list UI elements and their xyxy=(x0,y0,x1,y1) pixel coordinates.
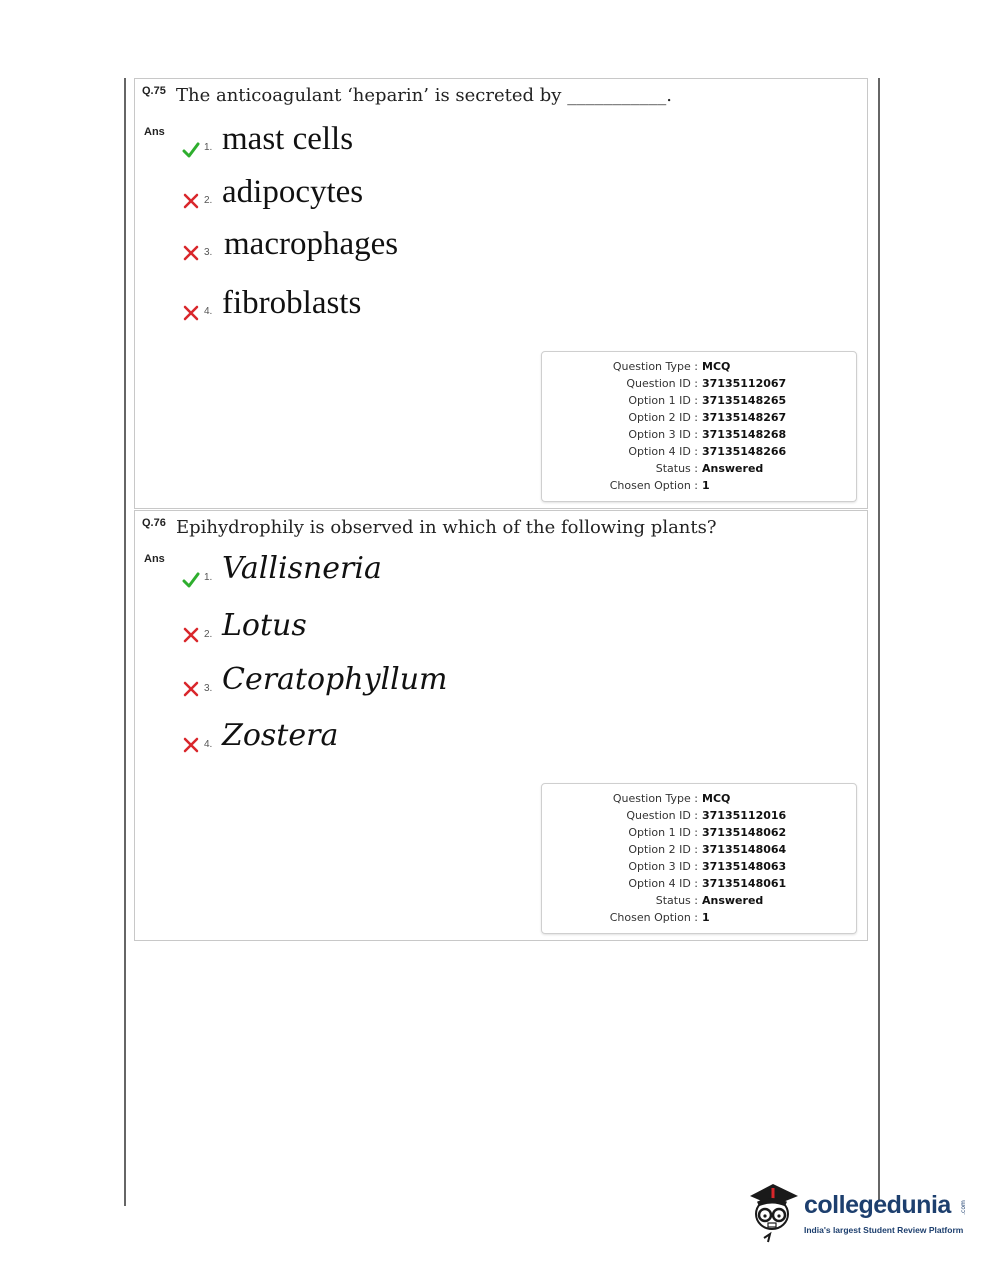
question-meta-box xyxy=(541,351,857,502)
page-border-left xyxy=(124,78,126,1206)
cross-icon xyxy=(182,680,200,698)
ans-label: Ans xyxy=(144,126,165,138)
meta-question-type: Question Type : MCQ xyxy=(612,360,731,373)
meta-option-2-id: Option 2 ID : 37135148064 xyxy=(628,843,787,856)
collegedunia-logo[interactable] xyxy=(742,1176,972,1246)
option-text: adipocytes xyxy=(222,174,364,210)
meta-status: Status : Answered xyxy=(655,894,764,907)
check-icon xyxy=(182,571,200,589)
option-number: 2. xyxy=(204,195,213,206)
meta-status: Status : Answered xyxy=(655,462,764,475)
question-number: Q.76 xyxy=(142,517,166,529)
option-number: 1. xyxy=(204,142,213,153)
meta-option-2-id: Option 2 ID : 37135148267 xyxy=(628,411,787,424)
meta-option-3-id: Option 3 ID : 37135148268 xyxy=(628,428,787,441)
question-number: Q.75 xyxy=(142,85,166,97)
cross-icon xyxy=(182,736,200,754)
option-number: 4. xyxy=(204,306,213,317)
meta-question-id: Question ID : 37135112067 xyxy=(626,377,787,390)
question-meta-box xyxy=(541,783,857,934)
meta-option-1-id: Option 1 ID : 37135148062 xyxy=(628,826,787,839)
mascot-icon xyxy=(742,1178,804,1244)
meta-option-1-id: Option 1 ID : 37135148265 xyxy=(628,394,787,407)
option-text: fibroblasts xyxy=(222,285,362,321)
meta-chosen-option: Chosen Option : 1 xyxy=(609,479,710,492)
question-block-75 xyxy=(134,78,868,509)
option-number: 3. xyxy=(204,247,213,258)
option-text: Zostera xyxy=(222,718,339,753)
question-block-76 xyxy=(134,510,868,941)
meta-question-type: Question Type : MCQ xyxy=(612,792,731,805)
logo-tagline: India's largest Student Review Platform xyxy=(804,1225,964,1235)
option-text: Lotus xyxy=(222,608,307,643)
option-number: 4. xyxy=(204,739,213,750)
option-number: 2. xyxy=(204,629,213,640)
meta-chosen-option: Chosen Option : 1 xyxy=(609,911,710,924)
meta-option-4-id: Option 4 ID : 37135148061 xyxy=(628,877,787,890)
option-text: macrophages xyxy=(224,226,399,262)
option-text: Ceratophyllum xyxy=(222,662,448,697)
page-border-right xyxy=(878,78,880,1200)
ans-label: Ans xyxy=(144,553,165,565)
check-icon xyxy=(182,141,200,159)
meta-option-3-id: Option 3 ID : 37135148063 xyxy=(628,860,787,873)
option-text: mast cells xyxy=(222,121,354,157)
question-text: Epihydrophily is observed in which of the following plants? xyxy=(176,517,717,538)
logo-suffix: .com xyxy=(959,1200,967,1215)
cross-icon xyxy=(182,304,200,322)
option-number: 1. xyxy=(204,572,213,583)
cross-icon xyxy=(182,244,200,262)
cross-icon xyxy=(182,192,200,210)
option-text: Vallisneria xyxy=(222,551,382,586)
cross-icon xyxy=(182,626,200,644)
option-number: 3. xyxy=(204,683,213,694)
meta-question-id: Question ID : 37135112016 xyxy=(626,809,787,822)
question-text: The anticoagulant ‘heparin’ is secreted by ___________. xyxy=(176,85,672,106)
logo-wordmark: collegedunia xyxy=(804,1191,951,1219)
meta-option-4-id: Option 4 ID : 37135148266 xyxy=(628,445,787,458)
